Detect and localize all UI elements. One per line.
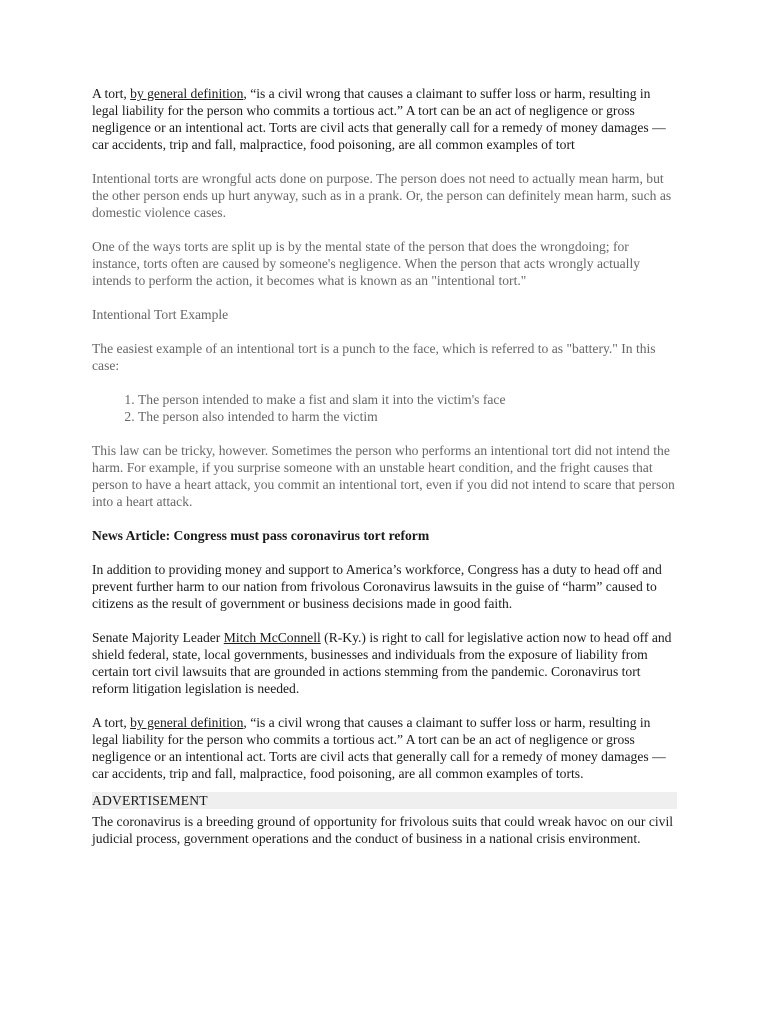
- link-mitch-mcconnell[interactable]: Mitch McConnell: [223, 630, 321, 645]
- paragraph-congress-duty: In addition to providing money and support to America’s workforce, Congress has a duty to head off and prevent further harm to our nation from frivolous Coronavirus lawsuits in the guise of “harm” caused to citizens as the result of government or business decisions made in good faith.: [92, 562, 662, 611]
- text: Senate Majority Leader: [92, 630, 224, 645]
- text: , “is a civil wrong that causes a claimant to suffer loss or harm, resulting in legal liability for the person who commits a tortious act.” A tort can be an act of negligence or gross negligence or an intentional act. Torts are civil acts that generally call for a remedy of money damages — car accidents, trip and fall, malpractice, food poisoning, are all common examples of torts.: [92, 715, 666, 781]
- list-item: 2. The person also intended to harm the victim: [138, 408, 677, 425]
- text: A tort,: [92, 86, 131, 101]
- document-body: [92, 85, 677, 864]
- text: , “is a civil wrong that causes a claimant to suffer loss or harm, resulting in legal liability for the person who commits a tortious act.” A tort can be an act of negligence or gross negligence or an intentional act. Torts are civil acts that generally call for a remedy of money damages — car accidents, trip and fall, malpractice, food poisoning, are all common examples of tort: [92, 86, 666, 152]
- advertisement-label: ADVERTISEMENT: [92, 792, 677, 809]
- link-general-definition[interactable]: by general definition: [130, 715, 244, 730]
- battery-list: [92, 391, 677, 425]
- paragraph-intentional-torts: Intentional torts are wrongful acts done on purpose. The person does not need to actually mean harm, but the other person ends up hurt anyway, such as in a prank. Or, the person can definitely mean harm, such as domestic violence cases.: [92, 171, 672, 220]
- paragraph-tort-definition-repeat: [92, 714, 677, 782]
- paragraph-tricky-law: This law can be tricky, however. Sometimes the person who performs an intentional tort did not intend the harm. For example, if you surprise someone with an unstable heart condition, and the fright causes that person to have a heart attack, you commit an intentional tort, even if you did not intend to scare that person into a heart attack.: [92, 443, 675, 509]
- paragraph-mental-state: One of the ways torts are split up is by the mental state of the person that does the wrongdoing; for instance, torts often are caused by someone's negligence. When the person that acts wrongly actually intends to perform the action, it becomes what is known as an "intentional tort.": [92, 239, 641, 288]
- text: A tort,: [92, 715, 131, 730]
- news-article-heading: News Article: Congress must pass coronavirus tort reform: [92, 528, 430, 543]
- paragraph-coronavirus-breeding-ground: The coronavirus is a breeding ground of opportunity for frivolous suits that could wreak havoc on our civil judicial process, government operations and the conduct of business in a national crisis environment.: [92, 814, 674, 846]
- text: (R-Ky.) is right to call for legislative action now to head off and shield federal, state, local governments, businesses and individuals from the exposure of liability from certain tort civil lawsuits that are grounded in actions stemming from the pandemic. Coronavirus tort reform litigation legislation is needed.: [92, 630, 672, 696]
- paragraph-tort-definition: [92, 85, 677, 153]
- paragraph-battery: The easiest example of an intentional tort is a punch to the face, which is referred to as "battery." In this case:: [92, 341, 656, 373]
- paragraph-mcconnell: [92, 629, 677, 697]
- link-general-definition[interactable]: by general definition: [130, 86, 244, 101]
- list-item: 1. The person intended to make a fist and slam it into the victim's face: [138, 391, 677, 408]
- heading-intentional-tort-example: Intentional Tort Example: [92, 307, 229, 322]
